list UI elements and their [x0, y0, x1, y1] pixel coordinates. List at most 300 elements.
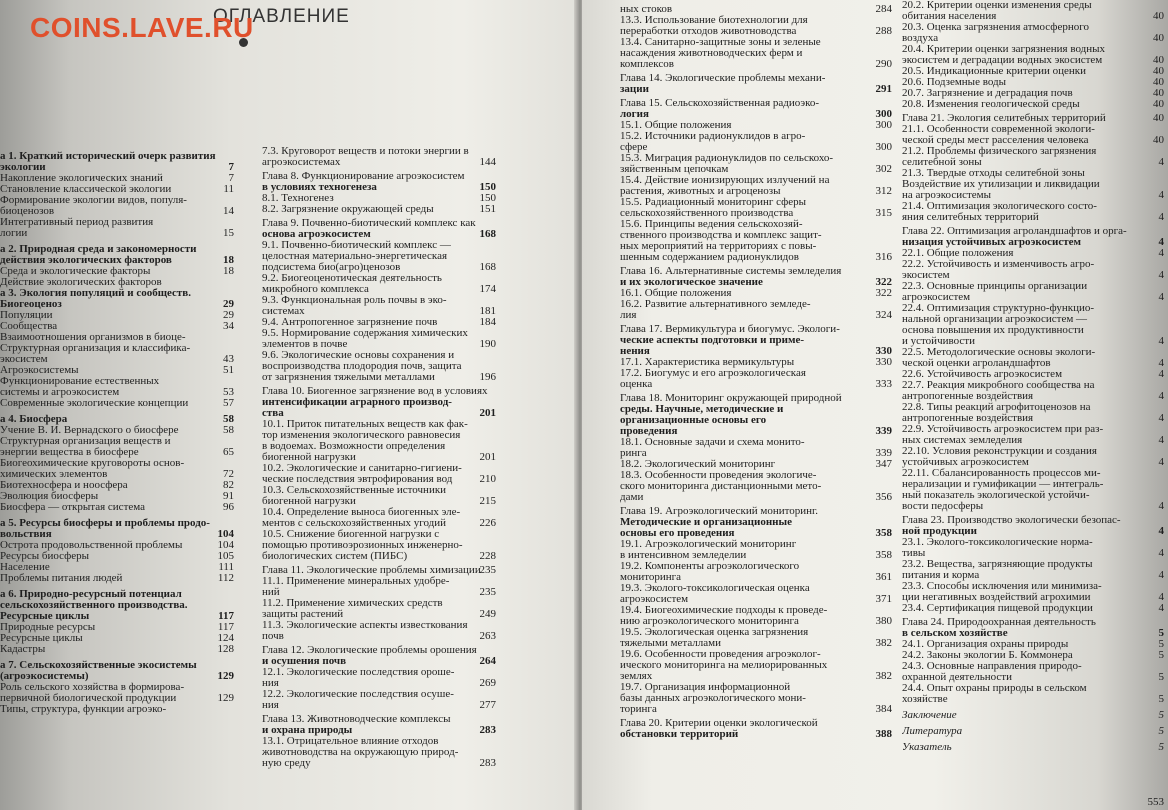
toc-entry-page: 40: [1153, 55, 1164, 66]
toc-entry-title: лия: [620, 310, 637, 321]
toc-entry-title: питания и корма: [902, 570, 980, 581]
toc-entry: [620, 594, 892, 605]
toc-entry-page: 151: [479, 204, 496, 215]
toc-entry: [902, 135, 1164, 146]
toc-entry-title: 16.1. Общие положения: [620, 288, 732, 299]
toc-entry-title: а 4. Биосфера: [0, 414, 68, 425]
toc-entry-title: комплексов: [620, 59, 674, 70]
toc-entry: [902, 358, 1164, 369]
toc-entry-title: Глава 15. Сельскохозяйственная радиоэко-: [620, 98, 820, 109]
toc-entry: [262, 419, 496, 430]
toc-entry-page: 196: [479, 372, 496, 383]
toc-entry-title: Глава 10. Биогенное загрязнение вод в условиях: [262, 386, 488, 397]
toc-entry-title: 22.11. Сбалансированность процессов ми-: [902, 468, 1101, 479]
chapter-entry: [902, 617, 1164, 628]
toc-entry-page: 72: [223, 469, 234, 480]
toc-entry: [0, 633, 234, 644]
toc-entry: [902, 742, 1164, 753]
toc-entry: [0, 573, 234, 584]
toc-entry-title: 8.1. Техногенез: [262, 193, 334, 204]
toc-entry-page: 284: [875, 4, 892, 15]
toc-entry-title: животноводства на окружающую природ-: [262, 747, 459, 758]
toc-entry: [262, 496, 496, 507]
toc-entry-page: 7: [228, 162, 234, 173]
toc-entry: [262, 463, 496, 474]
toc-entry-title: Глава 8. Функционирование агроэкосистем: [262, 171, 465, 182]
toc-entry-title: обитания населения: [902, 11, 997, 22]
toc-entry: [262, 295, 496, 306]
toc-entry-page: 5: [1158, 672, 1164, 683]
toc-entry: [620, 164, 892, 175]
toc-entry: [262, 284, 496, 295]
toc-entry-page: 316: [875, 252, 892, 263]
toc-entry-title: ния: [262, 700, 279, 711]
toc-entry-title: 19.7. Организация информационной: [620, 682, 791, 693]
toc-entry-title: ринга: [620, 448, 647, 459]
toc-entry: [902, 201, 1164, 212]
toc-entry-page: 347: [875, 459, 892, 470]
toc-entry-page: 4: [1158, 391, 1164, 402]
toc-entry-title: Эволюция биосферы: [0, 491, 99, 502]
toc-entry-title: 19.5. Экологическая оценка загрязнения: [620, 627, 809, 638]
toc-entry-page: 302: [875, 164, 892, 175]
toc-entry: [0, 310, 234, 321]
toc-entry-page: 5: [1158, 726, 1164, 737]
toc-entry: [0, 458, 234, 469]
toc-entry-page: 361: [875, 572, 892, 583]
toc-entry-title: ческие аспекты подготовки и приме-: [620, 335, 805, 346]
toc-entry-title: 21.1. Особенности современной экологи-: [902, 124, 1095, 135]
toc-entry: [902, 661, 1164, 672]
toc-entry-page: 382: [875, 671, 892, 682]
toc-entry-title: 10.1. Приток питательных веществ как фак-: [262, 419, 468, 430]
toc-entry-title: ментов с сельскохозяйственных угодий: [262, 518, 447, 529]
toc-entry: [902, 336, 1164, 347]
toc-entry-title: экосистем: [902, 270, 950, 281]
toc-entry: [262, 229, 496, 240]
toc-entry-title: Действие экологических факторов: [0, 277, 162, 288]
toc-entry-page: 4: [1158, 157, 1164, 168]
toc-entry: [902, 468, 1164, 479]
toc-entry: [902, 559, 1164, 570]
toc-entry: [0, 376, 234, 387]
toc-entry: [620, 131, 892, 142]
toc-entry-title: 7.3. Круговорот веществ и потоки энергии в: [262, 146, 469, 157]
toc-entry: [0, 277, 234, 288]
toc-entry-title: Биотехносфера и ноосфера: [0, 480, 128, 491]
toc-entry-title: 13.4. Санитарно-защитные зоны и зеленые: [620, 37, 821, 48]
toc-entry-page: 58: [223, 414, 234, 425]
toc-entry: [620, 459, 892, 470]
toc-entry-title: логия: [620, 109, 649, 120]
toc-entry-title: 12.1. Экологические последствия ороше-: [262, 667, 455, 678]
toc-entry-title: 15.6. Принципы ведения сельскохозяй-: [620, 219, 803, 230]
toc-entry: [262, 678, 496, 689]
toc-entry-title: а 1. Краткий исторический очерк развития: [0, 151, 216, 162]
toc-entry-title: 8.2. Загрязнение окружающей среды: [262, 204, 434, 215]
toc-entry: [262, 474, 496, 485]
toc-entry: [620, 539, 892, 550]
toc-entry-page: 58: [223, 425, 234, 436]
toc-entry: [620, 404, 892, 415]
toc-entry: [0, 288, 234, 299]
toc-entry-page: 7: [228, 173, 234, 184]
toc-entry-page: 117: [217, 622, 234, 633]
toc-entry: [620, 186, 892, 197]
toc-column-left-b: [262, 146, 496, 769]
toc-entry: [902, 592, 1164, 603]
toc-entry-title: 9.4. Антропогенное загрязнение почв: [262, 317, 438, 328]
toc-entry-page: 330: [875, 346, 892, 357]
toc-entry-page: 228: [479, 551, 496, 562]
toc-entry: [0, 343, 234, 354]
toc-entry: [262, 656, 496, 667]
chapter-entry: [620, 73, 892, 84]
toc-entry-title: нения: [620, 346, 650, 357]
toc-entry-title: Острота продовольственной проблемы: [0, 540, 183, 551]
toc-entry-title: а 7. Сельскохозяйственные экосистемы: [0, 660, 197, 671]
toc-entry-title: среды. Научные, методические и: [620, 404, 784, 415]
toc-entry: [620, 219, 892, 230]
toc-entry: [0, 217, 234, 228]
toc-entry-page: 29: [223, 310, 234, 321]
toc-entry: [0, 151, 234, 162]
toc-entry: [620, 4, 892, 15]
toc-entry-title: 22.9. Устойчивость агроэкосистем при раз-: [902, 424, 1104, 435]
toc-entry-title: 15.2. Источники радионуклидов в агро-: [620, 131, 806, 142]
toc-entry: [0, 365, 234, 376]
toc-entry: [262, 758, 496, 769]
toc-entry-title: 20.4. Критерии оценки загрязнения водных: [902, 44, 1105, 55]
toc-entry-title: 22.3. Основные принципы организации: [902, 281, 1088, 292]
toc-entry: [902, 501, 1164, 512]
toc-entry: [902, 537, 1164, 548]
toc-entry: [0, 228, 234, 239]
toc-entry-title: Глава 19. Агроэкологический мониторинг.: [620, 506, 819, 517]
toc-entry-page: 330: [875, 357, 892, 368]
toc-entry-title: Глава 9. Почвенно-биотический комплекс как: [262, 218, 476, 229]
toc-entry-title: и осушения почв: [262, 656, 347, 667]
toc-entry-title: 23.2. Вещества, загрязняющие продукты: [902, 559, 1093, 570]
toc-entry: [902, 347, 1164, 358]
toc-entry-page: 112: [217, 573, 234, 584]
toc-entry: [262, 598, 496, 609]
toc-entry: [620, 252, 892, 263]
toc-entry-page: 339: [875, 448, 892, 459]
toc-entry-title: биоценозов: [0, 206, 55, 217]
toc-entry-title: низация устойчивых агроэкосистем: [902, 237, 1082, 248]
toc-entry-title: нию агроэкологического мониторинга: [620, 616, 799, 627]
toc-entry-title: Взаимоотношения организмов в биоце-: [0, 332, 186, 343]
toc-entry: [262, 430, 496, 441]
toc-entry-page: 384: [875, 704, 892, 715]
toc-entry: [620, 84, 892, 95]
toc-entry: [620, 153, 892, 164]
toc-entry: [0, 321, 234, 332]
toc-entry: [262, 576, 496, 587]
toc-entry-title: 13.1. Отрицательное влияние отходов: [262, 736, 439, 747]
toc-entry-page: 4: [1158, 292, 1164, 303]
toc-entry-title: в условиях техногенеза: [262, 182, 377, 193]
toc-entry-title: 22.8. Типы реакций агрофитоценозов на: [902, 402, 1091, 413]
toc-entry-page: 315: [875, 208, 892, 219]
toc-entry-title: зации: [620, 84, 649, 95]
toc-entry-title: ческой среды мест расселения человека: [902, 135, 1089, 146]
toc-entry-title: и охрана природы: [262, 725, 353, 736]
toc-entry-page: 235: [479, 587, 496, 598]
toc-entry-title: воздуха: [902, 33, 939, 44]
toc-entry: [902, 292, 1164, 303]
toc-entry-page: 356: [875, 492, 892, 503]
toc-entry-page: 283: [479, 725, 496, 736]
toc-entry: [902, 157, 1164, 168]
toc-entry-title: тор изменения экологического равновесия: [262, 430, 461, 441]
toc-entry-page: 4: [1158, 237, 1164, 248]
toc-entry-title: основа агроэкосистем: [262, 229, 371, 240]
toc-entry-title: 19.3. Эколого-токсикологическая оценка: [620, 583, 810, 594]
toc-entry-title: Среда и экологические факторы: [0, 266, 151, 277]
toc-entry: [902, 413, 1164, 424]
toc-entry: [902, 237, 1164, 248]
toc-entry-page: 300: [875, 142, 892, 153]
toc-entry: [902, 259, 1164, 270]
toc-entry-page: 263: [479, 631, 496, 642]
toc-entry-title: Глава 23. Производство экологически безопас-: [902, 515, 1121, 526]
toc-entry: [902, 22, 1164, 33]
toc-entry-page: 4: [1158, 526, 1164, 537]
toc-entry: [902, 457, 1164, 468]
toc-entry-title: растения, животных и агроценозы: [620, 186, 781, 197]
toc-entry-page: 312: [875, 186, 892, 197]
toc-entry: [902, 570, 1164, 581]
toc-entry: [902, 639, 1164, 650]
toc-entry-page: 322: [875, 277, 892, 288]
toc-entry: [620, 616, 892, 627]
toc-entry-title: ной продукции: [902, 526, 977, 537]
toc-entry-title: 10.5. Снижение биогенной нагрузки с: [262, 529, 440, 540]
toc-entry-title: агроэкосистем: [902, 292, 971, 303]
toc-entry-page: 18: [223, 266, 234, 277]
toc-entry-title: а 6. Природно-ресурсный потенциал: [0, 589, 182, 600]
toc-entry-page: 14: [223, 206, 234, 217]
toc-entry-title: 10.2. Экологические и санитарно-гигиени-: [262, 463, 462, 474]
toc-entry-page: 96: [223, 502, 234, 513]
toc-entry-title: 19.4. Биогеохимические подходы к проведе-: [620, 605, 828, 616]
chapter-entry: [620, 324, 892, 335]
toc-entry-title: системах: [262, 306, 305, 317]
toc-entry: [620, 671, 892, 682]
toc-entry-page: 40: [1153, 88, 1164, 99]
toc-entry-page: 333: [875, 379, 892, 390]
toc-entry-title: охранной деятельности: [902, 672, 1012, 683]
toc-entry: [902, 124, 1164, 135]
toc-entry: [902, 99, 1164, 110]
toc-entry-title: а 2. Природная среда и закономерности: [0, 244, 197, 255]
toc-entry: [620, 426, 892, 437]
toc-entry-title: 20.8. Изменения геологической среды: [902, 99, 1080, 110]
toc-entry-title: Биогеоценоз: [0, 299, 62, 310]
toc-entry-title: 9.2. Биогеоценотическая деятельность: [262, 273, 442, 284]
toc-entry-title: Учение В. И. Вернадского о биосфере: [0, 425, 179, 436]
toc-entry: [0, 255, 234, 266]
toc-entry-title: действия экологических факторов: [0, 255, 172, 266]
toc-entry-title: 17.1. Характеристика вермикультуры: [620, 357, 795, 368]
toc-entry-title: 24.2. Законы экологии Б. Коммонера: [902, 650, 1073, 661]
toc-entry: [262, 240, 496, 251]
toc-entry: [620, 437, 892, 448]
toc-entry: [262, 485, 496, 496]
toc-entry-title: целостная материально-энергетическая: [262, 251, 448, 262]
toc-entry-page: 4: [1158, 548, 1164, 559]
toc-entry: [0, 644, 234, 655]
toc-entry: [902, 44, 1164, 55]
toc-entry: [0, 502, 234, 513]
toc-entry-title: переработки отходов животноводства: [620, 26, 797, 37]
toc-entry-title: логии: [0, 228, 28, 239]
toc-entry: [620, 729, 892, 740]
toc-entry: [0, 551, 234, 562]
toc-entry-title: антропогенные воздействия: [902, 413, 1034, 424]
toc-entry-page: 358: [875, 550, 892, 561]
toc-entry-page: 226: [479, 518, 496, 529]
toc-entry-title: проведения: [620, 426, 678, 437]
toc-entry: [620, 660, 892, 671]
toc-entry: [902, 0, 1164, 11]
toc-entry-title: Воздействие их утилизации и ликвидации: [902, 179, 1100, 190]
toc-entry: [0, 518, 234, 529]
toc-entry-page: 210: [479, 474, 496, 485]
toc-entry: [262, 251, 496, 262]
toc-entry-title: 23.1. Эколого-токсикологические норма-: [902, 537, 1093, 548]
toc-entry-page: 40: [1153, 66, 1164, 77]
toc-entry-title: торинга: [620, 704, 657, 715]
toc-entry-title: 12.2. Экологические последствия осуше-: [262, 689, 454, 700]
toc-entry: [0, 480, 234, 491]
toc-entry-page: 322: [875, 288, 892, 299]
chapter-entry: [620, 393, 892, 404]
toc-entry-title: 19.1. Агроэкологический мониторинг: [620, 539, 797, 550]
toc-entry: [620, 335, 892, 346]
toc-entry-title: 22.4. Оптимизация структурно-функцио-: [902, 303, 1095, 314]
toc-entry: [620, 704, 892, 715]
toc-entry: [0, 414, 234, 425]
toc-entry-title: 22.1. Общие положения: [902, 248, 1014, 259]
toc-entry-page: 174: [479, 284, 496, 295]
toc-entry: [0, 671, 234, 682]
toc-entry-title: базы данных агроэкологического мони-: [620, 693, 806, 704]
toc-entry: [262, 361, 496, 372]
toc-entry: [902, 314, 1164, 325]
toc-entry: [0, 589, 234, 600]
toc-entry-page: 105: [217, 551, 234, 562]
toc-entry: [902, 424, 1164, 435]
page-heading: ОГЛАВЛЕНИЕ: [213, 6, 350, 27]
toc-entry-page: 124: [217, 633, 234, 644]
toc-entry-title: Накопление экологических знаний: [0, 173, 163, 184]
toc-entry: [620, 379, 892, 390]
toc-entry-page: 4: [1158, 336, 1164, 347]
toc-entry: [620, 528, 892, 539]
toc-entry-title: а 5. Ресурсы биосферы и проблемы продо-: [0, 518, 210, 529]
toc-entry-page: 264: [479, 656, 496, 667]
toc-entry: [0, 266, 234, 277]
toc-entry: [902, 212, 1164, 223]
toc-entry: [0, 469, 234, 480]
toc-entry-title: сельскохозяйственного производства.: [0, 600, 188, 611]
toc-entry: [262, 339, 496, 350]
toc-entry-page: 5: [1158, 742, 1164, 753]
toc-entry-page: 40: [1153, 33, 1164, 44]
toc-entry: [0, 195, 234, 206]
toc-entry: [902, 710, 1164, 721]
toc-entry: [262, 518, 496, 529]
toc-entry-title: Биогеохимические круговороты основ-: [0, 458, 185, 469]
toc-entry-page: 4: [1158, 592, 1164, 603]
toc-entry: [902, 55, 1164, 66]
toc-entry-title: (агроэкосистемы): [0, 671, 89, 682]
toc-entry: [902, 325, 1164, 336]
toc-entry: [262, 157, 496, 168]
toc-entry: [0, 184, 234, 195]
toc-entry-page: 29: [223, 299, 234, 310]
toc-entry-title: 18.3. Особенности проведения экологиче-: [620, 470, 817, 481]
toc-entry-title: воспроизводства плодородия почв, защита: [262, 361, 462, 372]
toc-entry-title: биогенной нагрузки: [262, 496, 356, 507]
toc-entry: [262, 609, 496, 620]
toc-entry-title: Глава 16. Альтернативные системы земледелия: [620, 266, 842, 277]
toc-entry-page: 380: [875, 616, 892, 627]
toc-entry-title: первичной биологической продукции: [0, 693, 177, 704]
toc-entry: [0, 447, 234, 458]
toc-entry-title: агроэкосистем: [620, 594, 689, 605]
toc-entry-title: Биосфера — открытая система: [0, 502, 146, 513]
toc-entry: [262, 397, 496, 408]
toc-entry-page: 358: [875, 528, 892, 539]
toc-entry: [620, 37, 892, 48]
toc-entry-title: биогенной нагрузки: [262, 452, 356, 463]
toc-entry: [902, 281, 1164, 292]
toc-entry-page: 129: [217, 693, 234, 704]
toc-entry: [0, 354, 234, 365]
toc-entry-title: и их экологическое значение: [620, 277, 763, 288]
toc-entry-page: 40: [1153, 99, 1164, 110]
toc-entry: [620, 572, 892, 583]
toc-entry-page: 4: [1158, 457, 1164, 468]
toc-entry-title: 20.7. Загрязнение и деградация почв: [902, 88, 1073, 99]
toc-entry-title: Ресурсные циклы: [0, 611, 90, 622]
toc-entry: [262, 540, 496, 551]
toc-entry-title: Структурная организация и классифика-: [0, 343, 191, 354]
toc-entry-title: Заключение: [902, 710, 957, 721]
toc-entry: [620, 277, 892, 288]
toc-entry-title: 15.3. Миграция радионуклидов по сельскохо-: [620, 153, 834, 164]
toc-entry-page: 40: [1153, 135, 1164, 146]
toc-entry-page: 40: [1153, 11, 1164, 22]
toc-entry: [262, 452, 496, 463]
toc-entry-page: 290: [875, 59, 892, 70]
toc-entry: [0, 206, 234, 217]
toc-entry: [0, 491, 234, 502]
toc-entry-title: 11.2. Применение химических средств: [262, 598, 443, 609]
toc-entry: [620, 517, 892, 528]
toc-entry-page: 4: [1158, 435, 1164, 446]
toc-entry-title: тяжелыми металлами: [620, 638, 722, 649]
toc-entry-title: 18.2. Экологический мониторинг: [620, 459, 776, 470]
chapter-entry: [902, 515, 1164, 526]
toc-entry-page: 300: [875, 109, 892, 120]
toc-entry-page: 111: [218, 562, 234, 573]
chapter-entry: [620, 506, 892, 517]
